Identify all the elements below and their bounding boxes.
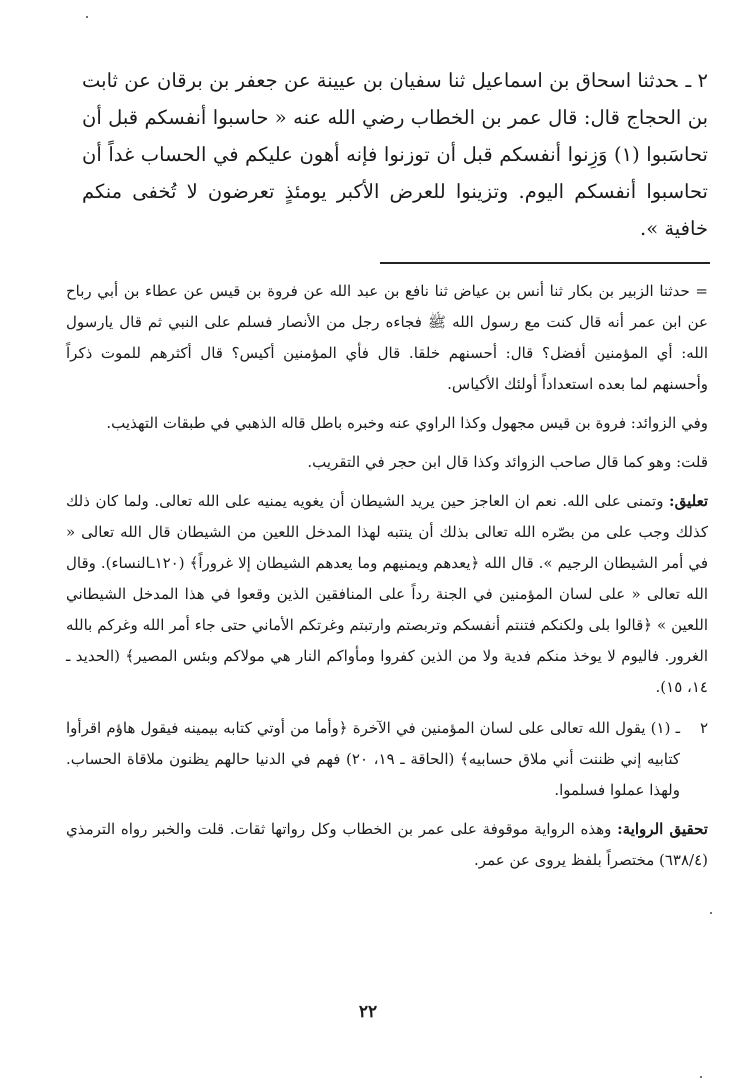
footnote-2-marker: ٢ [699, 719, 708, 737]
page-number: ٢٢ [358, 1002, 378, 1022]
hadith-number: ٢ ـ [685, 69, 708, 92]
footnote-taliq [66, 486, 708, 703]
tahqiq-text: وهذه الرواية موقوفة على عمر بن الخطاب وكل رواتها ثقات. قلت والخبر رواه الترمذي (٦٣٨/٤) مختصراً بلفظ يروى عن عمر. [66, 820, 708, 869]
footnotes [66, 276, 708, 876]
footnote-qultu: قلت: وهو كما قال صاحب الزوائد وكذا قال ابن حجر في التقريب. [307, 453, 708, 471]
tahqiq-label: تحقيق الرواية: [617, 820, 708, 838]
footnote-continuation: = حدثنا الزبير بن بكار ثنا أنس بن عياض ثنا نافع بن عبد الله عن فروة بن قيس عن عطاء بن أبي رباح عن ابن عمر أنه قال كنت مع رسول الله ﷺ فجاءه رجل من الأنصار فسلم على النبي ثم قال يارسول الله: أي المؤمنين أفضل؟ قال: أحسنهم خلقا. قال فأي المؤمنين أكيس؟ قال أكثرهم للموت ذكراً وأحسنهم لما بعده استعداداً أولئك الأكياس. [66, 282, 708, 393]
taliq-label: تعليق: [669, 492, 708, 510]
scan-speck [710, 912, 712, 914]
footnote-2 [66, 713, 708, 806]
scan-speck [700, 1076, 702, 1078]
footnote-zawaid: وفي الزوائد: فروة بن قيس مجهول وكذا الراوي عنه وخبره باطل قاله الذهبي في طبقات التهذيب. [106, 414, 708, 432]
footnote-2-text: ـ (١) يقول الله تعالى على لسان المؤمنين في الآخرة ﴿وأما من أوتي كتابه بيمينه فيقول هاؤم اقرأوا كتابيه إني ظننت أني ملاق حسابيه﴾ (الحاقة ـ ١٩، ٢٠) فهم في الدنيا حالهم يظنون ملاقاة الحساب. ولهذا عملوا فسلموا. [66, 719, 681, 799]
taliq-text: وتمنى على الله. نعم ان العاجز حين يريد الشيطان أن يغويه يمنيه على الله تعالى. ولما كان ذلك كذلك وجب على من بصّره الله تعالى بذلك أن ينتبه لهذا المدخل اللعين من الشيطان قال الله تعالى « في أمر الشيطان الرجيم ». قال الله ﴿يعدهم ويمنيهم وما يعدهم الشيطان إلا غروراً﴾ (١٢٠ـالنساء). وقال الله تعالى « على لسان المؤمنين في الجنة رداً على المنافقين الذين وقعوا في هذا المدخل الشيطاني اللعين » ﴿قالوا بلى ولكنكم فتنتم أنفسكم وتربصتم وارتبتم وغرتكم الأماني حتى جاء أمر الله وغركم بالله الغرور. فاليوم لا يوخذ منكم فدية ولا من الذين كفروا ومأواكم النار هي مولاكم وبئس المصير﴾ (الحديد ـ ١٤، ١٥). [66, 492, 708, 696]
footnote-tahqiq [66, 814, 708, 876]
footnote-separator [380, 262, 710, 264]
scan-speck [86, 16, 88, 18]
main-hadith [82, 62, 708, 247]
hadith-text: حدثنا اسحاق بن اسماعيل ثنا سفيان بن عيينة عن جعفر بن برقان عن ثابت بن الحجاج قال: قال عمر بن الخطاب رضي الله عنه « حاسبوا أنفسكم قبل أن تحاسَبوا (١) وَزِنوا أنفسكم قبل أن توزنوا فإنه أهون عليكم في الحساب غداً أن تحاسبوا أنفسكم اليوم. وتزينوا للعرض الأكبر يومئذٍ تعرضون لا تُخفى منكم خافية ». [82, 69, 708, 240]
